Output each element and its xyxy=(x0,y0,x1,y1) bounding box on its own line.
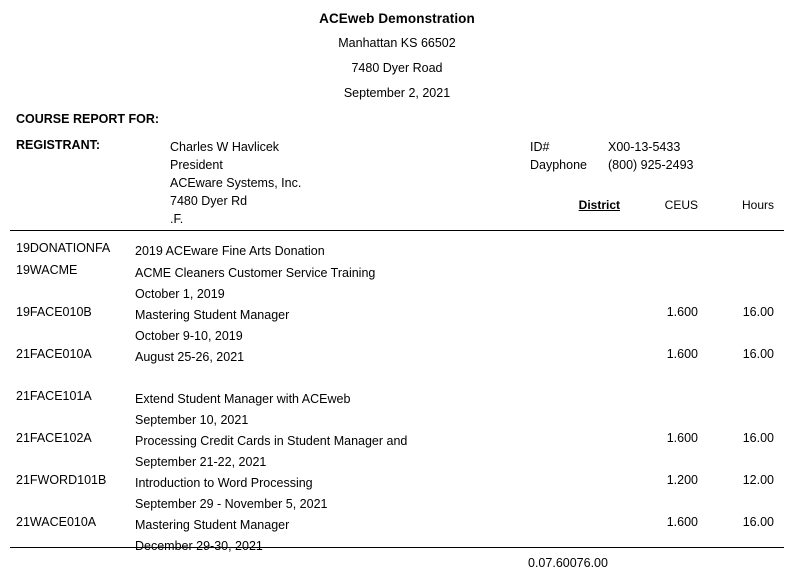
course-ceus: 1.600 xyxy=(666,515,698,529)
column-header-ceus: CEUS xyxy=(664,198,698,212)
course-numbers xyxy=(528,305,778,319)
course-code: 19WACME xyxy=(16,263,78,277)
total-ceus: 7.600 xyxy=(545,556,577,570)
course-code: 19DONATIONFA xyxy=(16,241,111,255)
course-dates: September 10, 2021 xyxy=(135,413,249,427)
course-dates: December 29-30, 2021 xyxy=(135,539,263,553)
table-row xyxy=(0,389,794,431)
course-numbers xyxy=(528,515,778,529)
table-row xyxy=(0,473,794,515)
table-row xyxy=(0,515,794,557)
course-numbers xyxy=(528,431,778,445)
course-title-dates xyxy=(135,389,515,431)
registrant-street: 7480 Dyer Rd xyxy=(170,194,248,208)
dayphone-row xyxy=(530,156,748,174)
course-district xyxy=(528,515,620,529)
table-row xyxy=(0,431,794,473)
registrant-name: Charles W Havlicek xyxy=(170,140,280,154)
course-dates: October 1, 2019 xyxy=(135,287,225,301)
course-district xyxy=(528,305,620,319)
course-dates: September 21-22, 2021 xyxy=(135,455,267,469)
id-value: X00-13-5433 xyxy=(608,140,681,154)
total-district: 0.0 xyxy=(528,556,546,570)
course-title-dates xyxy=(135,347,515,368)
course-ceus: 1.200 xyxy=(666,473,698,487)
organization-city-state-zip: Manhattan KS 66502 xyxy=(338,36,456,50)
registrant-id-block xyxy=(530,138,748,174)
header-divider xyxy=(10,230,784,231)
course-dates: August 25-26, 2021 xyxy=(135,350,245,364)
registrant-label: REGISTRANT: xyxy=(16,138,101,152)
course-dates: September 29 - November 5, 2021 xyxy=(135,497,328,511)
course-numbers xyxy=(528,347,778,361)
dayphone-label: Dayphone xyxy=(530,158,587,172)
course-code: 21FWORD101B xyxy=(16,473,107,487)
course-title: ACME Cleaners Customer Service Training xyxy=(135,266,376,280)
table-row xyxy=(0,347,794,389)
course-code: 21FACE102A xyxy=(16,431,92,445)
course-title-dates xyxy=(135,263,515,305)
course-title: Processing Credit Cards in Student Manager and xyxy=(135,434,408,448)
course-ceus: 1.600 xyxy=(666,305,698,319)
course-ceus: 1.600 xyxy=(666,431,698,445)
course-district xyxy=(528,431,620,445)
totals-row xyxy=(528,556,778,570)
course-title: Mastering Student Manager xyxy=(135,308,290,322)
course-dates: October 9-10, 2019 xyxy=(135,329,243,343)
course-report-label: COURSE REPORT FOR: xyxy=(16,112,160,126)
total-hours: 76.00 xyxy=(576,556,608,570)
column-headers xyxy=(528,198,778,212)
course-code: 19FACE010B xyxy=(16,305,92,319)
course-title: Mastering Student Manager xyxy=(135,518,290,532)
registrant-title: President xyxy=(170,158,223,172)
course-code: 21FACE010A xyxy=(16,347,92,361)
dayphone-value: (800) 925-2493 xyxy=(608,158,694,172)
course-title: Extend Student Manager with ACEweb xyxy=(135,392,351,406)
column-header-hours: Hours xyxy=(741,198,774,212)
course-hours: 16.00 xyxy=(742,515,774,529)
registrant-extra: .F. xyxy=(170,212,184,226)
course-district xyxy=(528,347,620,361)
course-code: 21FACE101A xyxy=(16,389,92,403)
registrant-block xyxy=(0,138,794,224)
course-title: Introduction to Word Processing xyxy=(135,476,313,490)
report-header xyxy=(0,0,794,100)
organization-street: 7480 Dyer Road xyxy=(351,61,443,75)
registrant-company: ACEware Systems, Inc. xyxy=(170,176,302,190)
course-list xyxy=(0,241,794,557)
course-ceus: 1.600 xyxy=(666,347,698,361)
table-row xyxy=(0,263,794,305)
course-title-dates xyxy=(135,305,515,347)
course-numbers xyxy=(528,473,778,487)
column-header-district: District xyxy=(578,198,620,212)
course-title-dates xyxy=(135,431,515,473)
course-hours: 16.00 xyxy=(742,431,774,445)
registrant-address xyxy=(170,138,301,228)
course-code: 21WACE010A xyxy=(16,515,97,529)
course-district xyxy=(528,473,620,487)
course-title-dates xyxy=(135,241,515,262)
course-title: 2019 ACEware Fine Arts Donation xyxy=(135,244,325,258)
course-title-dates xyxy=(135,473,515,515)
id-row xyxy=(530,138,748,156)
course-title-dates xyxy=(135,515,515,557)
course-hours: 12.00 xyxy=(742,473,774,487)
table-row xyxy=(0,305,794,347)
totals-divider xyxy=(10,547,784,548)
report-date: September 2, 2021 xyxy=(343,86,451,100)
organization-title: ACEweb Demonstration xyxy=(319,11,475,26)
id-label: ID# xyxy=(530,140,550,154)
table-row xyxy=(0,241,794,263)
course-hours: 16.00 xyxy=(742,347,774,361)
course-hours: 16.00 xyxy=(742,305,774,319)
